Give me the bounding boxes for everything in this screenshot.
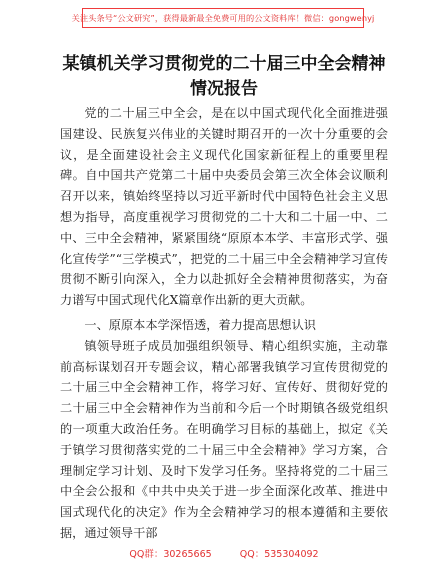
document-body [60, 103, 388, 544]
section-heading-1: 一、原原本本学深悟透，着力提高思想认识 [84, 317, 316, 332]
qq-contact-text: QQ：535304092 [239, 549, 319, 560]
promo-header-banner[interactable] [71, 8, 375, 28]
wechat-id-text: 微信：gongwenyj [304, 12, 375, 23]
qq-group-text: QQ群：30265665 [129, 549, 212, 560]
document-title: 某镇机关学习贯彻党的二十届三中全会精神情况报告 [62, 54, 386, 99]
paragraph-section-1: 镇领导班子成员加强组织领导、精心组织实施，主动靠前高标谋划召开专题会议，精心部署我镇学习宣传贯彻党的二十届三中全会精神工作，将学习好、宣传好、贯彻好党的二十届三中全会精神作为当前和今后一个时期镇各级党组织的一项重大政治任务。在明确学习目标的基础上，拟定《关于镇学习贯彻落实党的二十届三中全会精神》学习方案，合理制定学习计划、及时下发学习任务。坚持将党的二十届三中全会公报和《中共中央关于进一步全面深化改革、推进中国式现代化的决定》作为全会精神学习的根本遵循和主要依据，通过领导干部 [60, 338, 388, 540]
contact-footer [0, 546, 448, 560]
paragraph-intro: 党的二十届三中全会，是在以中国式现代化全面推进强国建设、民族复兴伟业的关键时期召开的一次十分重要的会议，是全面建设社会主义现代化国家新征程上的重要里程碑。自中国共产党第二十届中央委员会第三次全体会议顺利召开以来，镇始终坚持以习近平新时代中国特色社会主义思想为指导，高度重视学习贯彻党的二十大和二十届一中、二中、三中全会精神，紧紧围绕“原原本本学、丰富形式学、强化宣传学”“三学模式”，把党的二十届三中全会精神学习宣传贯彻不断引向深入，全力以赴抓好全会精神贯彻落实，为奋力谱写中国式现代化X篇章作出新的更大贡献。 [60, 106, 388, 308]
promo-notice-text: 关注头条号“公文研究”，获得最新最全免费可用的公文资料库！ [71, 12, 305, 23]
